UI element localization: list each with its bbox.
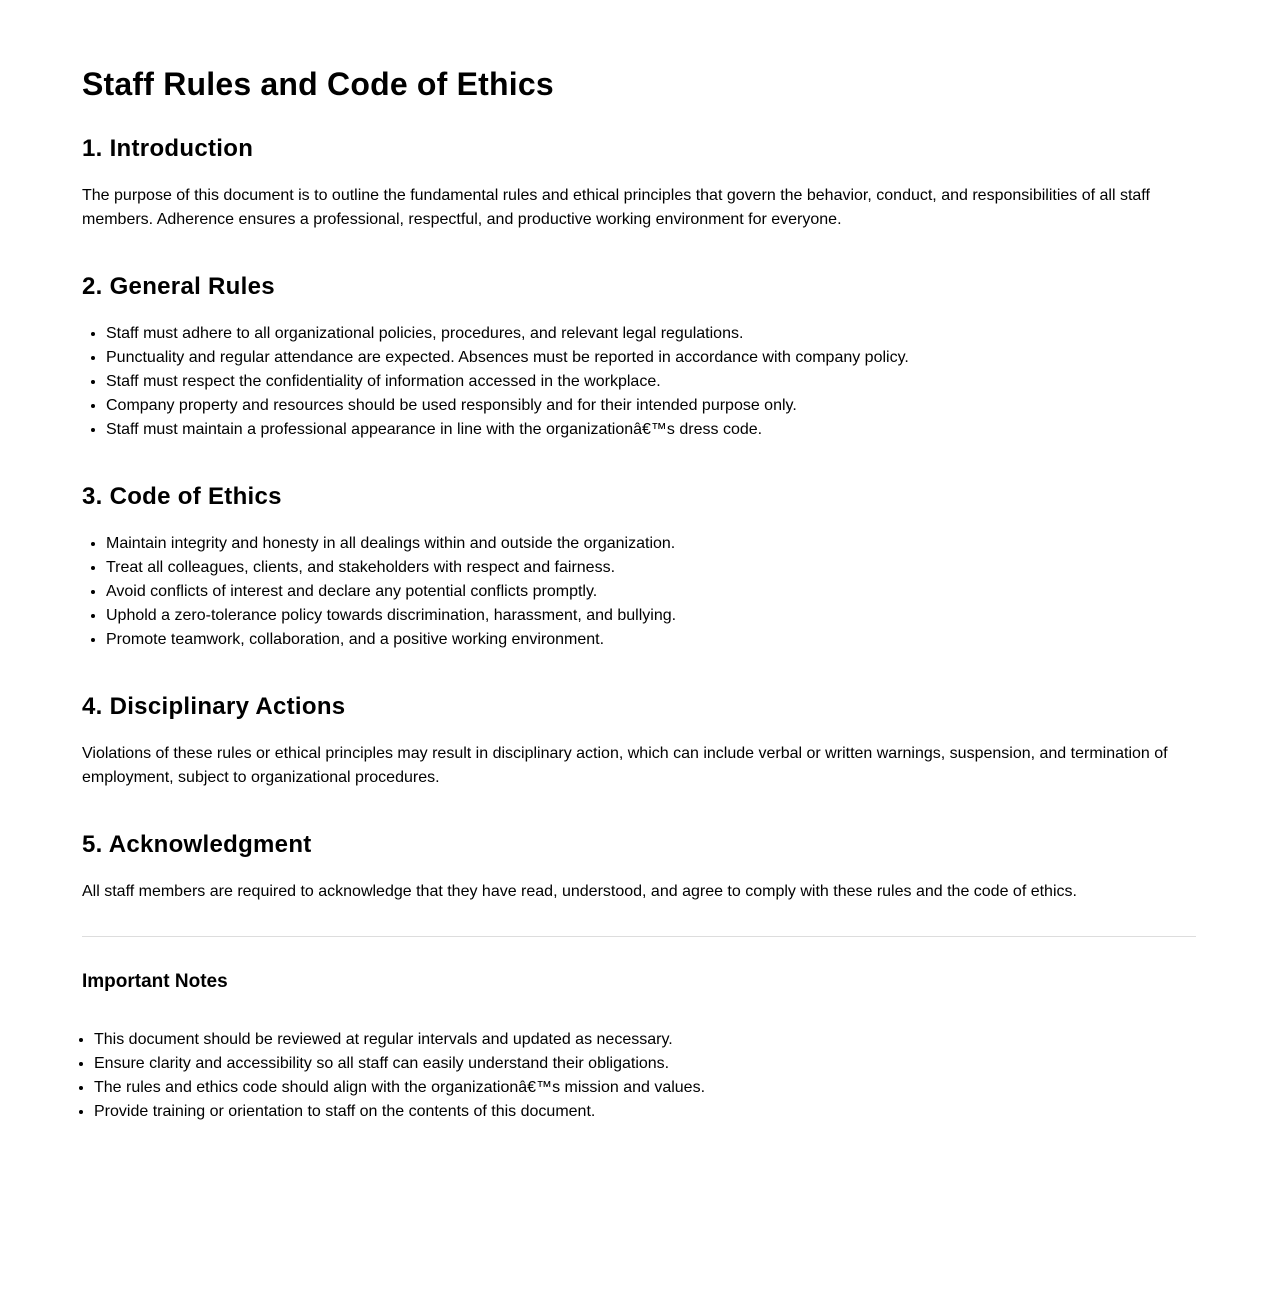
section-heading-introduction: 1. Introduction — [82, 135, 254, 162]
page-title: Staff Rules and Code of Ethics — [82, 66, 554, 102]
section-heading-acknowledgment: 5. Acknowledgment — [82, 831, 312, 858]
list-item: • Company property and resources should be used responsibly and for their intended purpose only. — [106, 394, 1196, 418]
notes-heading: Important Notes — [82, 971, 228, 992]
section-heading-disciplinary-actions: 4. Disciplinary Actions — [82, 693, 346, 720]
section-heading-general-rules: 2. General Rules — [82, 273, 275, 300]
list-item: • Punctuality and regular attendance are expected. Absences must be reported in accordance with company policy. — [106, 346, 1196, 370]
list-item: • Provide training or orientation to staff on the contents of this document. — [94, 1100, 1196, 1124]
code-of-ethics-list — [82, 532, 1196, 652]
list-item: • This document should be reviewed at regular intervals and updated as necessary. — [94, 1028, 1196, 1052]
introduction-paragraph: The purpose of this document is to outline the fundamental rules and ethical principles that govern the behavior, conduct, and responsibilities of all staff members. Adherence ensures a professional, respectful, and productive working environment for everyone. — [82, 187, 1150, 228]
list-item: • Treat all colleagues, clients, and stakeholders with respect and fairness. — [106, 556, 1196, 580]
list-item: • Staff must adhere to all organizational policies, procedures, and relevant legal regulations. — [106, 322, 1196, 346]
list-item: • Uphold a zero-tolerance policy towards discrimination, harassment, and bullying. — [106, 604, 1196, 628]
section-divider — [82, 936, 1196, 937]
list-item: • Staff must respect the confidentiality of information accessed in the workplace. — [106, 370, 1196, 394]
list-item: • Promote teamwork, collaboration, and a positive working environment. — [106, 628, 1196, 652]
important-notes-list — [82, 1028, 1196, 1124]
section-heading-code-of-ethics: 3. Code of Ethics — [82, 483, 282, 510]
list-item: • Avoid conflicts of interest and declare any potential conflicts promptly. — [106, 580, 1196, 604]
list-item: • The rules and ethics code should align with the organizationâ€™s mission and values. — [94, 1076, 1196, 1100]
list-item: • Ensure clarity and accessibility so all staff can easily understand their obligations. — [94, 1052, 1196, 1076]
disciplinary-actions-paragraph: Violations of these rules or ethical principles may result in disciplinary action, which can include verbal or written warnings, suspension, and termination of employment, subject to organizational procedures. — [82, 745, 1168, 786]
acknowledgment-paragraph: All staff members are required to acknowledge that they have read, understood, and agree to comply with these rules and the code of ethics. — [82, 883, 1077, 900]
list-item: • Staff must maintain a professional appearance in line with the organizationâ€™s dress code. — [106, 418, 1196, 442]
general-rules-list — [82, 322, 1196, 442]
list-item: • Maintain integrity and honesty in all dealings within and outside the organization. — [106, 532, 1196, 556]
